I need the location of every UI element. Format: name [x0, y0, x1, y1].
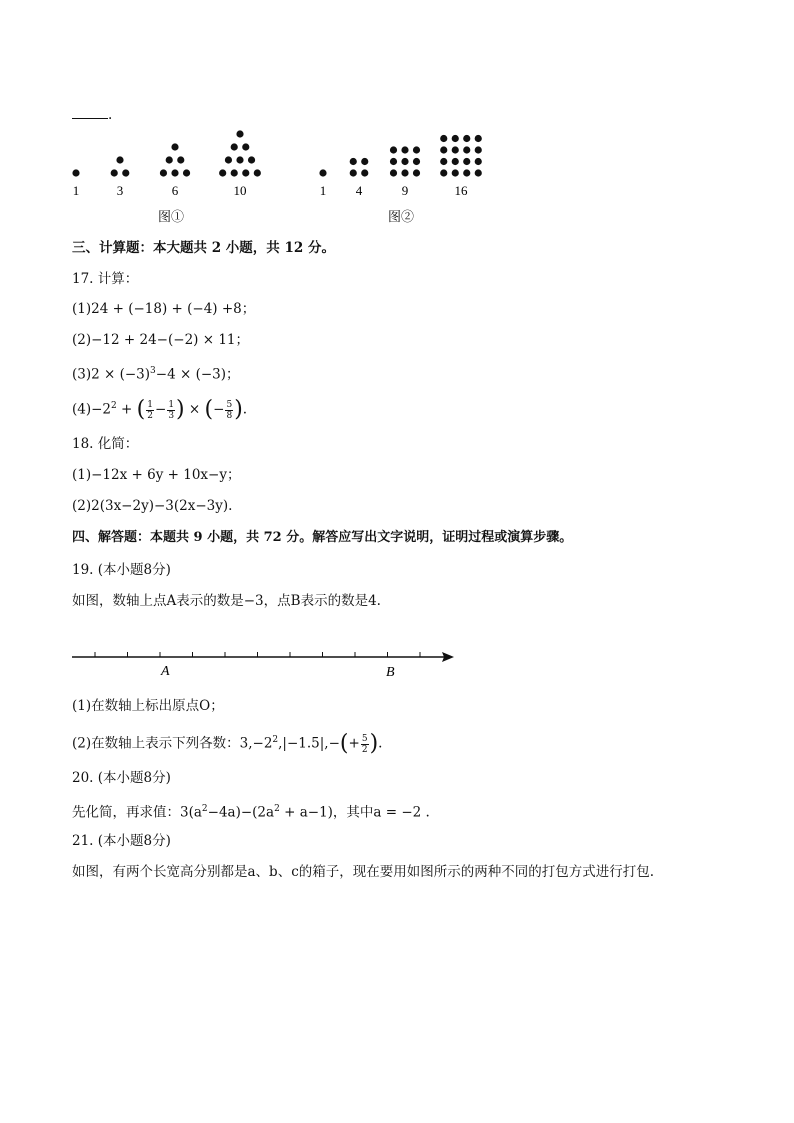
dot-count-label: 16	[454, 183, 468, 198]
dot	[72, 169, 79, 176]
point-a-label: A	[161, 664, 170, 679]
q19-part2: (2)在数轴上表示下列各数：$3,-2^2,|-1.5|,-(+$ $\frac{5}{2}$ ).	[72, 731, 383, 756]
dot	[236, 130, 243, 137]
dot	[401, 158, 408, 165]
q19-title: 19. (本小题8分)	[72, 562, 171, 578]
dot	[463, 135, 470, 142]
q18-part2: (2)2(3x−2y)−3(2x−3y).	[72, 498, 233, 514]
q17-part4: $(4)-2^2$ + ( $\frac{1}{2}$ − $\frac{1}{3}$ ) × (− $\frac{5}{8}$ ).	[72, 397, 248, 422]
dot	[231, 169, 238, 176]
dot	[160, 169, 167, 176]
triangular-dots-figure	[72, 130, 261, 198]
q19-text: 如图，数轴上点A表示的数是−3，点B表示的数是4.	[72, 593, 381, 609]
dot	[231, 143, 238, 150]
point-b-label: B	[386, 665, 395, 680]
q17-part1: (1)24 + (−18) + (−4) +8；	[72, 301, 256, 317]
figure1-caption: 图①	[158, 210, 185, 225]
square-dots-figure	[319, 135, 481, 198]
dot	[390, 146, 397, 153]
dot-count-label: 4	[355, 183, 363, 198]
dot	[350, 169, 357, 176]
dot	[452, 135, 459, 142]
dot	[475, 146, 482, 153]
dot-count-label: 10	[233, 183, 247, 198]
dot	[413, 169, 420, 176]
dot-count-label: 3	[116, 183, 124, 198]
q21-title: 21. (本小题8分)	[72, 833, 171, 849]
dot-count-label: 1	[319, 183, 327, 198]
dot	[463, 158, 470, 165]
dot	[413, 146, 420, 153]
dot	[242, 169, 249, 176]
dot	[452, 158, 459, 165]
dot-count-label: 6	[171, 183, 179, 198]
dot	[390, 158, 397, 165]
dot	[475, 169, 482, 176]
dot	[236, 156, 243, 163]
dot	[166, 156, 173, 163]
dot	[401, 169, 408, 176]
dot	[225, 156, 232, 163]
number-line	[66, 645, 466, 685]
dot-count-label: 1	[72, 183, 80, 198]
q17-part2: (2)−12 + 24−(−2) × 11；	[72, 332, 250, 348]
q21-text: 如图，有两个长宽高分别都是a、b、c的箱子，现在要用如图所示的两种不同的打包方式进行打包.	[72, 864, 655, 880]
dot	[361, 158, 368, 165]
dot	[440, 135, 447, 142]
q20-text: 先化简，再求值：$3(a^2-4a)-(2a^2 + a-1)$，其中a = −2 .	[72, 804, 430, 821]
dot	[475, 158, 482, 165]
dot	[171, 169, 178, 176]
q18-part1: (1)−12x + 6y + 10x−y；	[72, 467, 241, 483]
dot	[440, 169, 447, 176]
dot-count-label: 9	[401, 183, 409, 198]
figure2-caption: 图②	[388, 210, 415, 225]
fraction: $\frac{5}{2}$	[361, 733, 368, 755]
dot	[177, 156, 184, 163]
section-3-heading: 三、计算题：本大题共 2 小题，共 12 分。	[72, 240, 335, 256]
section-4-heading: 四、解答题：本题共 9 小题，共 72 分。解答应写出文字说明，证明过程或演算步骤。	[72, 530, 573, 545]
dot	[319, 169, 326, 176]
dot	[111, 169, 118, 176]
q18-title: 18. 化简：	[72, 436, 139, 452]
dot	[440, 146, 447, 153]
dot	[219, 169, 226, 176]
dot	[248, 156, 255, 163]
dot	[475, 135, 482, 142]
dot	[463, 146, 470, 153]
dot	[452, 146, 459, 153]
q17-part3: $(3)2 \times (-3)^3-4 \times (-3)$；	[72, 366, 240, 383]
fraction: $\frac{1}{2}$	[147, 399, 153, 421]
dot	[116, 156, 123, 163]
dot	[390, 169, 397, 176]
fraction: $\frac{1}{3}$	[168, 399, 175, 421]
dot	[463, 169, 470, 176]
dot	[171, 143, 178, 150]
dot	[440, 158, 447, 165]
q17-title: 17. 计算：	[72, 271, 139, 287]
dot	[413, 158, 420, 165]
dot	[254, 169, 261, 176]
dot	[122, 169, 129, 176]
dot	[183, 169, 190, 176]
dot	[242, 143, 249, 150]
q19-part1: (1)在数轴上标出原点O；	[72, 698, 224, 714]
q20-title: 20. (本小题8分)	[72, 770, 171, 786]
dot	[361, 169, 368, 176]
dot	[452, 169, 459, 176]
answer-blank: .	[72, 104, 112, 125]
dot	[350, 158, 357, 165]
dot	[401, 146, 408, 153]
number-line-ticks	[95, 652, 420, 657]
fraction: $\frac{5}{8}$	[226, 399, 233, 421]
